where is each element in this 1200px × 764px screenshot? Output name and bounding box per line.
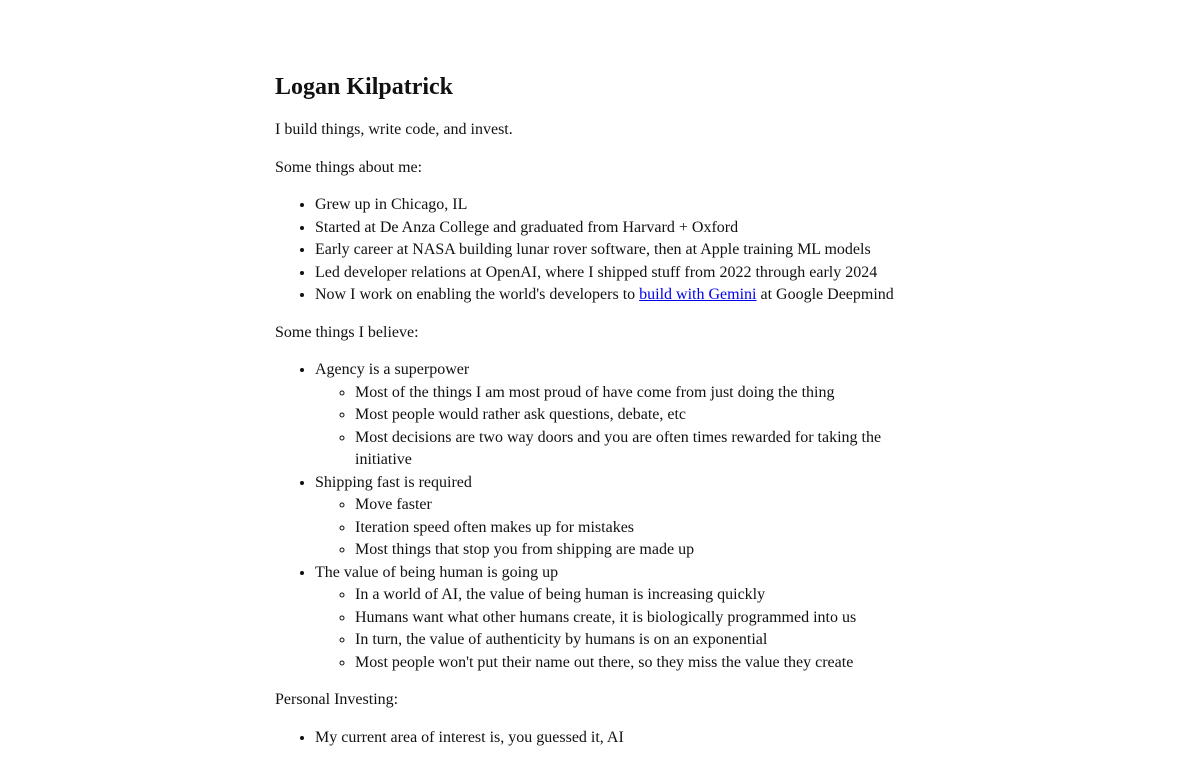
belief-label: The value of being human is going up [315,563,559,581]
belief-label: Shipping fast is required [315,473,472,491]
about-list [275,194,915,307]
belief-subitem: ◦ Most people won't put their name out there, so they miss the value they create [355,652,915,675]
beliefs-heading: Some things I believe: [275,323,419,341]
belief-item [315,359,915,472]
about-item: • Grew up in Chicago, IL [315,194,915,217]
page-content [275,72,915,764]
belief-subitem: ◦ Most things that stop you from shipping are made up [355,539,915,562]
belief-subitem: ◦ Most people would rather ask questions, debate, etc [355,404,915,427]
belief-subitem: ◦ Most of the things I am most proud of have come from just doing the thing [355,382,915,405]
about-item: • Early career at NASA building lunar rover software, then at Apple training ML models [315,239,915,262]
belief-subitem: ◦ Iteration speed often makes up for mistakes [355,517,915,540]
about-item-text: Now I work on enabling the world's developers to [315,286,640,303]
beliefs-list [275,359,915,674]
belief-item [315,472,915,562]
about-heading: Some things about me: [275,158,423,176]
belief-subitem: ◦ In a world of AI, the value of being human is increasing quickly [355,584,915,607]
belief-sublist [315,584,915,674]
belief-sublist [315,382,915,472]
investing-heading: Personal Investing: [275,691,399,708]
about-item-text: at Google Deepmind [756,286,894,303]
belief-sublist [315,494,915,562]
page-title: Logan Kilpatrick [275,74,454,100]
belief-subitem: ◦ In turn, the value of authenticity by humans is on an exponential [355,629,915,652]
belief-subitem: ◦ Humans want what other humans create, it is biologically programmed into us [355,607,915,630]
build-with-gemini-link[interactable]: build with Gemini [639,286,757,303]
belief-subitem: ◦ Move faster [355,494,915,517]
investing-item: • My current area of interest is, you guessed it, AI [315,727,915,750]
belief-label: Agency is a superpower [315,361,470,378]
tagline: I build things, write code, and invest. [275,121,513,138]
belief-item [315,562,915,675]
belief-subitem: ◦ Most decisions are two way doors and you are often times rewarded for taking the initiative [355,427,915,472]
about-item [315,284,915,307]
about-item: • Led developer relations at OpenAI, where I shipped stuff from 2022 through early 2024 [315,262,915,285]
about-item: • Started at De Anza College and graduated from Harvard + Oxford [315,217,915,240]
investing-list [275,727,915,750]
